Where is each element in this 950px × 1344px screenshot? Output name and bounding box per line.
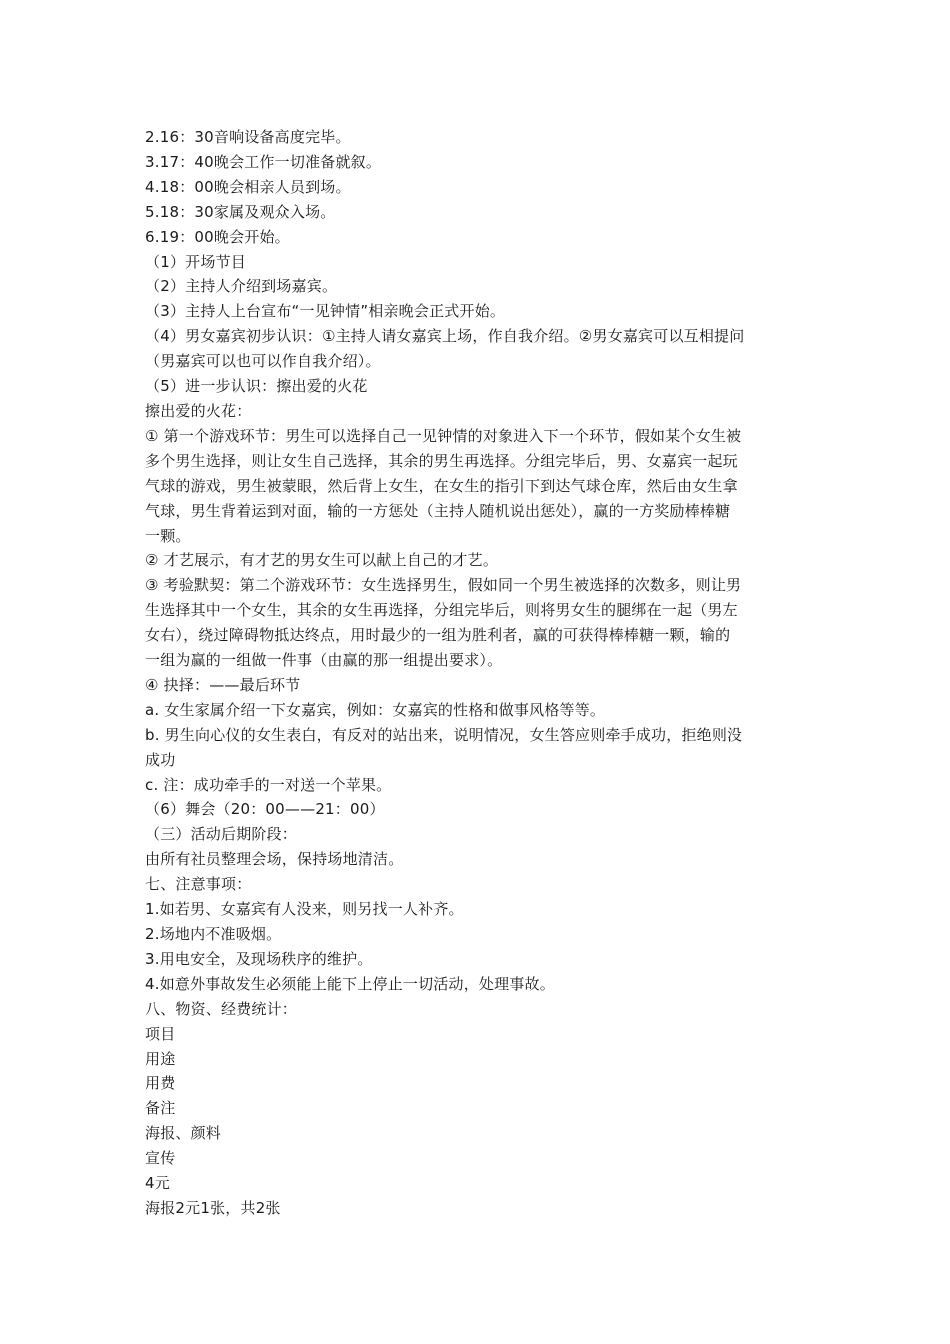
section-heading: 擦出爱的火花： [145,401,252,420]
text-line: 一颗。 [145,526,191,545]
table-cell: 海报、颜料 [145,1124,222,1143]
text-line: （6）舞会（20：00——21：00） [145,800,385,819]
table-header-cell: 备注 [145,1099,176,1118]
text-line: 多个男生选择，则让女生自己选择，其余的男生再选择。分组完毕后，男、女嘉宾一起玩 [145,451,738,470]
text-line: 4.如意外事故发生必须能上能下上停止一切活动，处理事故。 [145,974,555,993]
table-cell: 海报2元1张，共2张 [145,1198,281,1217]
table-header-cell: 用途 [145,1049,176,1068]
text-line: 3.用电安全，及现场秩序的维护。 [145,949,373,968]
text-line: （3）主持人上台宣布“一见钟情”相亲晚会正式开始。 [145,302,506,321]
text-line: 1.如若男、女嘉宾有人没来，则另找一人补齐。 [145,900,464,919]
text-line: a. 女生家属介绍一下女嘉宾，例如：女嘉宾的性格和做事风格等等。 [145,700,606,719]
text-line: ④ 抉择：——最后环节 [145,675,301,694]
section-heading: （三）活动后期阶段： [145,825,298,844]
text-line: 生选择其中一个女生，其余的女生再选择，分组完毕后，则将男女生的腿绑在一起（男左 [145,601,738,620]
text-line: b. 男生向心仪的女生表白，有反对的站出来，说明情况，女生答应则牵手成功，拒绝则没 [145,725,743,744]
document-page [145,125,810,1221]
text-line: c. 注：成功牵手的一对送一个苹果。 [145,775,392,794]
text-line: 女右），绕过障碍物抵达终点，用时最少的一组为胜利者，赢的可获得棒棒糖一颗，输的 [145,626,731,645]
text-line: 3.17：40晚会工作一切准备就叙。 [145,152,382,171]
table-header-cell: 用费 [145,1074,176,1093]
text-line: 2.场地内不准吸烟。 [145,925,282,943]
text-line: 2.16：30音响设备高度完毕。 [145,128,351,146]
text-line: 气球的游戏，男生被蒙眼，然后背上女生，在女生的指引下到达气球仓库，然后由女生拿 [145,476,738,495]
text-line: （1）开场节目 [145,252,246,271]
text-line: 由所有社员整理会场，保持场地清洁。 [145,850,404,869]
table-cell: 4元 [145,1174,170,1193]
text-line: ② 才艺展示，有才艺的男女生可以献上自己的才艺。 [145,551,499,570]
text-line: 5.18：30家属及观众入场。 [145,202,336,221]
text-line: （5）进一步认识：擦出爱的火花 [145,377,368,396]
text-line: ③ 考验默契：第二个游戏环节：女生选择男生，假如同一个男生被选择的次数多，则让男 [145,576,742,595]
text-line: ① 第一个游戏环节：男生可以选择自己一见钟情的对象进入下一个环节，假如某个女生被 [145,426,742,445]
table-header-cell: 项目 [145,1024,176,1043]
table-cell: 宣传 [145,1149,176,1168]
text-line: 成功 [145,750,176,769]
text-line: （4）男女嘉宾初步认识：①主持人请女嘉宾上场，作自我介绍。②男女嘉宾可以互相提问 [145,327,745,346]
text-line: 一组为赢的一组做一件事（由赢的那一组提出要求）。 [145,651,503,670]
text-line: （2）主持人介绍到场嘉宾。 [145,277,338,296]
section-heading: 八、物资、经费统计： [145,999,298,1018]
text-line: （男嘉宾可以也可以作自我介绍）。 [145,352,381,371]
text-line: 6.19：00晚会开始。 [145,227,290,246]
text-line: 4.18：00晚会相亲人员到场。 [145,177,351,196]
section-heading: 七、注意事项： [145,875,252,894]
text-line: 气球，男生背着运到对面，输的一方惩处（主持人随机说出惩处），赢的一方奖励棒棒糖 [145,501,731,520]
